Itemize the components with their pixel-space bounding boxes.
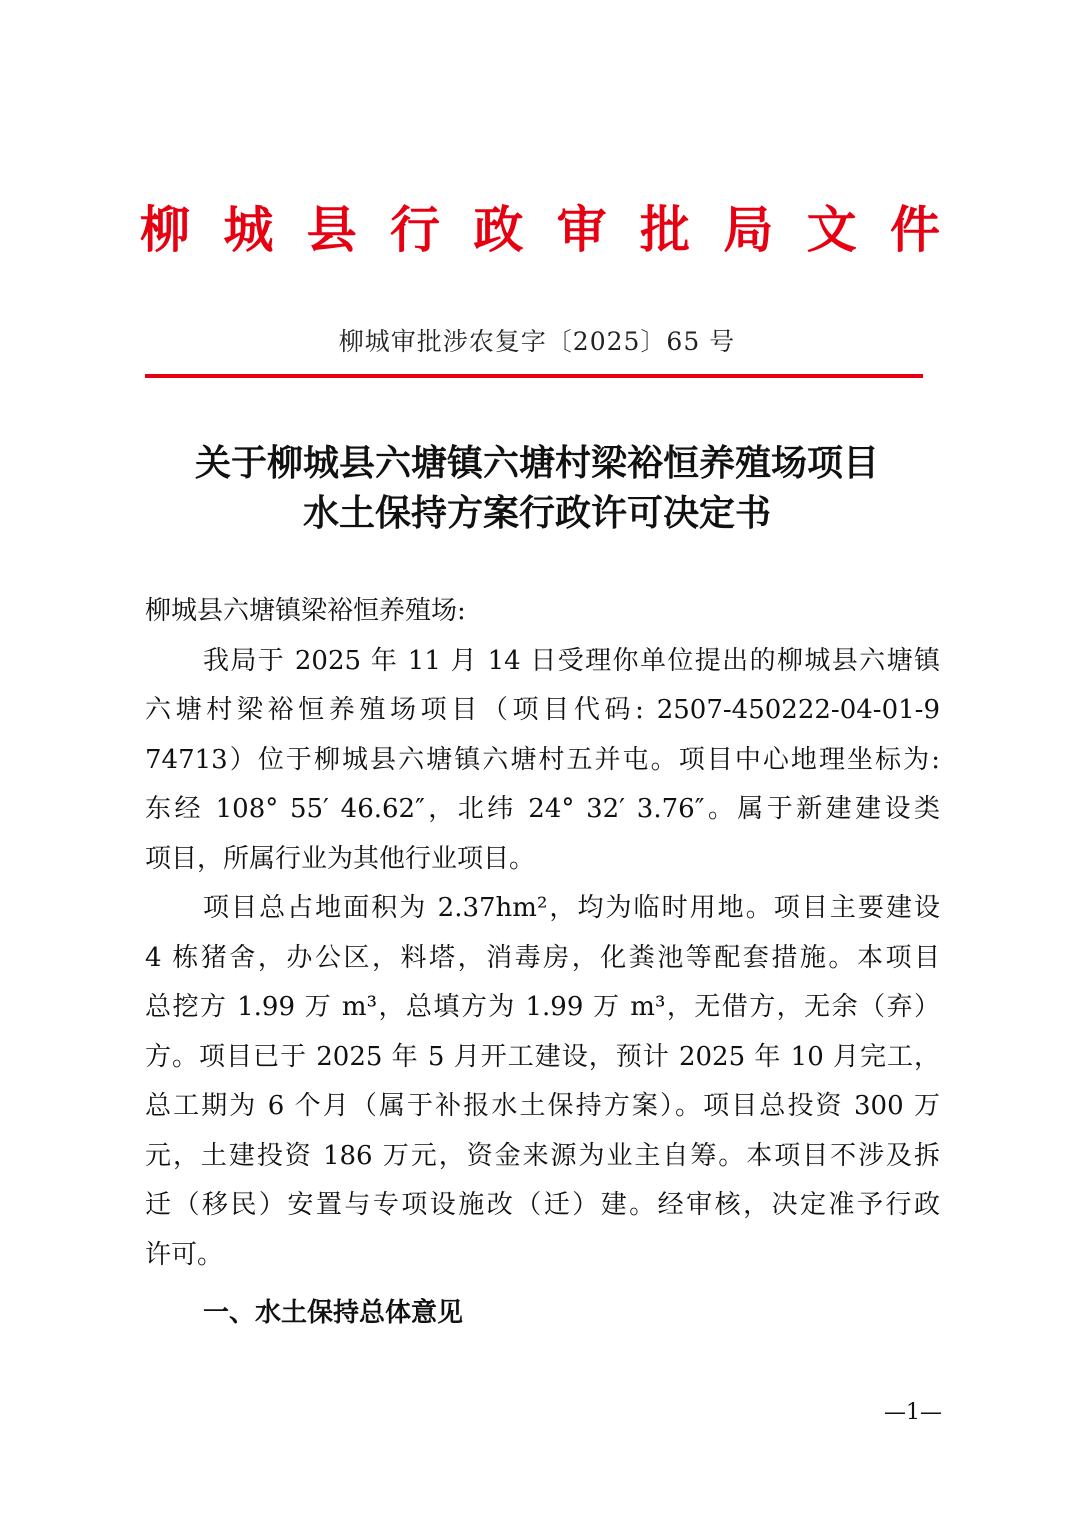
paragraph-1-line: 74713）位于柳城县六塘镇六塘村五并屯。项目中心地理坐标为: [145,744,940,775]
paragraph-2-line: 许可。 [145,1239,224,1270]
paragraph-2-line: 方。项目已于 2025 年 5 月开工建设，预计 2025 年 10 月完工， [145,1041,940,1072]
header-char: 局 [723,201,774,259]
header-char: 审 [556,201,607,259]
header-char: 批 [639,201,690,259]
paragraph-2-line: 4 栋猪舍，办公区，料塔，消毒房，化粪池等配套措施。本项目 [145,942,940,973]
page-number: —1— [884,1400,942,1425]
paragraph-2-line: 迁（移民）安置与专项设施改（迁）建。经审核，决定准予行政 [145,1190,940,1220]
issuing-authority-header [140,195,940,265]
document-title-line-2: 水土保持方案行政许可决定书 [302,492,771,534]
paragraph-2-line: 元，土建投资 186 万元，资金来源为业主自筹。本项目不涉及拆 [145,1140,940,1171]
paragraph-1-line: 我局于 2025 年 11 月 14 日受理你单位提出的柳城县六塘镇 [203,645,940,676]
header-char: 行 [389,201,440,259]
red-divider-rule [145,374,923,378]
document-title [0,438,1074,538]
addressee: 柳城县六塘镇梁裕恒养殖场: [145,596,466,626]
header-char: 文 [806,201,857,259]
header-char: 政 [473,201,524,259]
paragraph-1-line: 项目，所属行业为其他行业项目。 [145,843,536,874]
header-char: 件 [889,201,940,259]
header-char: 城 [223,201,274,259]
paragraph-2-line: 项目总占地面积为 2.37hm²，均为临时用地。项目主要建设 [203,893,940,923]
paragraph-1-line: 东经 108° 55′ 46.62″，北纬 24° 32′ 3.76″。属于新建建设类 [145,794,940,824]
paragraph-2-line: 总挖方 1.99 万 m³，总填方为 1.99 万 m³，无借方，无余（弃） [145,992,940,1022]
document-number: 柳城审批涉农复字〔2025〕65 号 [338,327,736,356]
document-body [145,587,940,1280]
header-char: 柳 [140,201,190,259]
header-char: 县 [306,201,357,259]
paragraph-2-line: 总工期为 6 个月（属于补报水土保持方案）。项目总投资 300 万 [145,1091,940,1121]
document-title-line-1: 关于柳城县六塘镇六塘村梁裕恒养殖场项目 [194,442,879,484]
section-heading: 一、水土保持总体意见 [203,1298,464,1328]
paragraph-1-line: 六塘村梁裕恒养殖场项目（项目代码: 2507-450222-04-01-9 [145,695,940,725]
